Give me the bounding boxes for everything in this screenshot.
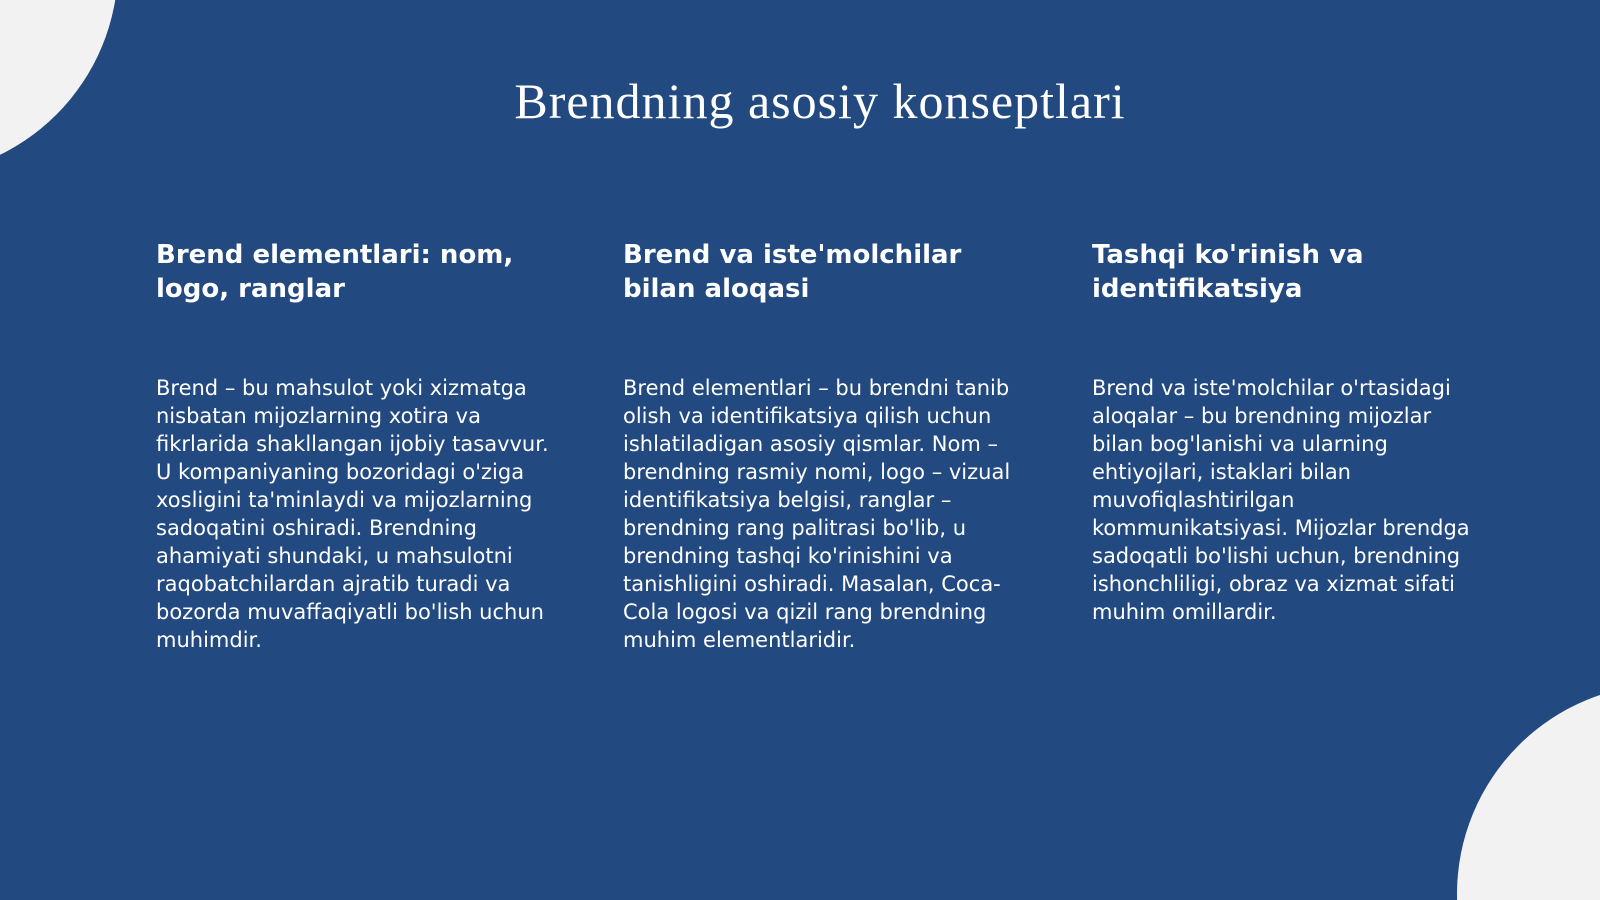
decorative-circle-bottom-right [1457,684,1600,900]
column-heading: Tashqi ko'rinish va identifikatsiya [1092,240,1364,304]
column-body-text: Brend elementlari – bu brendni tanib olish va identifikatsiya qilish uchun ishlatiladigan asosiy qismlar. Nom – brendning rasmiy nomi, logo – vizual identifikatsiya belgisi, ranglar – brendning rang palitrasi bo'lib, u brendning tashqi ko'rinishini va tanishligini oshiradi. Masalan, Coca-Cola logosi va qizil rang brendning muhim elementlaridir. [623,376,1011,652]
column-heading: Brend elementlari: nom, logo, ranglar [156,240,514,304]
content-column-2 [623,238,1028,654]
column-body-text: Brend va iste'molchilar o'rtasidagi aloqalar – bu brendning mijozlar bilan bog'lanishi va ularning ehtiyojlari, istaklari bilan muvofiqlashtirilgan kommunikatsiyasi. Mijozlar brendga sadoqatli bo'lishi uchun, brendning ishonchliligi, obraz va xizmat sifati muhim omillardir. [1092,376,1470,624]
column-body-text: Brend – bu mahsulot yoki xizmatga nisbatan mijozlarning xotira va fikrlarida shakllangan ijobiy tasavvur. U kompaniyaning bozoridagi o'ziga xosligini ta'minlaydi va mijozlarning sadoqatini oshiradi. Brendning ahamiyati shundaki, u mahsulotni raqobatchilardan ajratib turadi va bozorda muvaffaqiyatli bo'lish uchun muhimdir. [156,376,549,652]
column-heading: Brend va iste'molchilar bilan aloqasi [623,240,962,304]
slide-title: Brendning asosiy konseptlari [514,73,1126,129]
content-column-1 [156,238,561,654]
content-column-3 [1092,238,1497,626]
